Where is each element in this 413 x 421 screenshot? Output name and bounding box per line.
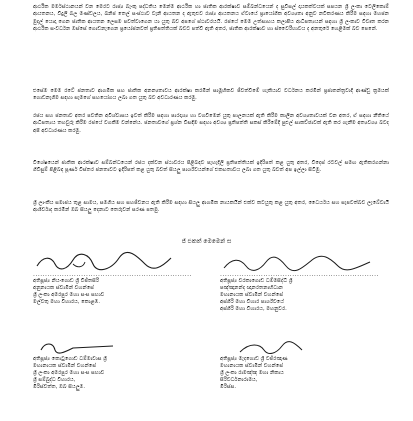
signature-block-1 xyxy=(33,250,203,306)
signature-block-2 xyxy=(220,250,390,313)
signature-2-line-4: අස්ගිරි මහා විහාර පාර්ශ්වයේ xyxy=(220,298,284,305)
signature-3-line-3: ශ්‍රී ලංකා අමරපුර මහා සංඝ සභාව xyxy=(33,369,105,376)
signature-3-line-1: අතිපූජ්‍ය කොටුගොඩ ධම්මාවාස ශ්‍රී xyxy=(33,356,107,362)
signature-1-line-1: අතිපූජ්‍ය නියංගොඩ ශ්‍රී විජිතසිරි xyxy=(33,278,100,284)
handwritten-signature-2 xyxy=(220,250,390,272)
body-paragraph-4: විශේෂයෙන් ජාතික ආරක්ෂාව සම්බන්ධයෙන් රජය දක්වන ස්ථාවරය පිළිබඳව පැහැදිලි ප්‍රතිපත්තියක් ඉදිරිපත් කළ යුතු අතර, විදෙස් රටවල් සමඟ ඇතිකරගන්නා ගිවිසුම් පිළිබඳ පූර්ණ විස්තර ජනතාවට ඉදිරිපත් කළ යුතු බවත් සියලු පාර්ශ්වයන්ගේ එකඟතාවය ලබා ගත යුතු බවත් අප ඉල්ලා සිටිමු. xyxy=(33,160,389,174)
handwritten-signature-3 xyxy=(33,340,203,356)
signature-block-3 xyxy=(33,340,203,391)
handwritten-signature-1 xyxy=(33,250,203,272)
signature-2-line-2: පඤ්ඤානන්ද ඥානරතනාභිධාන xyxy=(220,284,284,291)
signature-1-line-3: ශ්‍රී ලංකා අමරපුර මහා සංඝ සභාව xyxy=(33,291,105,298)
signature-4-line-5: මිරිස්ස. xyxy=(220,383,236,390)
signature-2-line-5: අස්ගිරි මහා විහාරය, මහනුවර. xyxy=(220,305,287,312)
signature-4-line-4: සිරිවර්ධනාරාමය, xyxy=(220,376,258,383)
signature-3-line-4: ශ්‍රී සම්බුද්ධ විහාරය, xyxy=(33,376,76,383)
handwritten-signature-4 xyxy=(220,340,390,356)
signature-2-line-1: අතිපූජ්‍ය වරකාගොඩ ධම්මසිද්ධි ශ්‍රී xyxy=(220,278,293,284)
signature-dotted-line-1: .................................................................. xyxy=(33,272,192,278)
body-paragraph-1: ආර්ථික මර්මස්ථානයන් වන මෙරට රාජ්‍ය බැංකු පද්ධතිය මෙන්ම ආර්ථික හා ජාතික ආරක්ෂාව සම්බන්ධයෙන් ද සුවිසල් දායකත්වයක් සපයන ශ්‍රී ලංකා ටෙලිකොම් ආයතනය, විදුලි බල මණ්ඩලය, ඛනිජ තෙල් සංස්ථාව වැනි ආයතන ද ඇතුළුව රාජ්‍ය ආයතනය ඒවායේ ප්‍රායෝගික අවශ්‍යතා අනුව නවීකරණය කිරීම සඳහා මහජන මුදල් යොදා ගෙන ජාතික ආයතන ලෙසම පවත්වාගෙන යා යුතු බව අපගේ ස්ථාවරයයි. රජයේ මෙම උත්සාහය කලාපීය ආධිපත්‍යයන් සඳහා ශ්‍රී ලංකාව විවෘත කරන ආර්ථික සංවර්ධන ඔස්සේ ගොඩනැගෙන ප්‍රයෝජනවත් ප්‍රතිපත්තියක් බවට පත්වී ඇති අතර, ජාතික ආරක්ෂාව හා ස්වෛරීභාවය ද අනතුරේ හෙළීමක් බව පෙනේ. xyxy=(33,4,389,32)
signature-3-line-5: මිරිස්වත්ත, ඔබ සියලුම. xyxy=(33,383,86,390)
signature-4-line-3: ශ්‍රී ලංකා රාමඤ්ඤ මහා නිකාය xyxy=(220,369,284,376)
signature-1-line-4: මල්වතු මහා විහාරය, කොළඹ. xyxy=(33,298,101,305)
signature-4-line-2: මහානායක ස්වාමීන් වහන්සේ xyxy=(220,362,284,369)
body-paragraph-5: ශ්‍රී ලාංකීය සමාජය තුළ සාමය, සමගිය සහ සහජීවනය ඇති කිරීම සඳහා සියලු ආගමික නායකයින් එක්ව කටයුතු කළ යුතු අතර, ධෛර්යය සහ සැපවත්බව ලැබේවායි ආශීර්වාද කරමින් ඔබ සියලු දෙනාට තෙරුවන් සරණ පතමු. xyxy=(33,200,389,214)
signature-block-4 xyxy=(220,340,390,391)
signature-dotted-line-2: .................................................................. xyxy=(220,272,379,278)
signature-3-line-2: මහානායක ස්වාමීන් වහන්සේ xyxy=(33,362,97,369)
closing-line: ජ් එකත් මෙමෙන් ස xyxy=(181,238,232,245)
body-paragraph-2: එසේම මෙම රටේ ජනතාව ආගමික සහ ජාතික අනන්‍යතාවය ආරක්ෂා කරමින් සාමූහිකව ජීවත්වීමේ හැකියාව වර්ධනය කරමින් ප්‍රජාතන්ත්‍රවාදී ආණ්ඩු ක්‍රමයක් ගොඩනැගීම සඳහා සැමගේ සහයෝගය ලබා ගත යුතු බව අවධාරණය කරමු. xyxy=(33,88,389,102)
body-paragraph-3: රජය සහ ජනතාව අතර පවතින අවිශ්වාසය ඉවත් කිරීම සඳහා පාරදෘශ්‍ය හා වගවීමෙන් යුතු පාලනයක් ඇති කිරීම කාලීන අවශ්‍යතාවයක් වන අතර, ඒ සඳහා නීතියේ ආධිපත්‍යය තහවුරු කිරීම රජයේ වගකීම වන්නේය. ජනතාවගේ ප්‍රශ්න විසඳීම සඳහා අවශ්‍ය ප්‍රතිපත්ති සකස් කිරීමේදී පුළුල් සාකච්ඡාවක් ඇති කර ගැනීම අත්‍යවශ්‍ය බවද අපි අවධාරණය කරමු. xyxy=(33,113,389,134)
signature-2-line-3: මහානායක ස්වාමීන් වහන්සේ xyxy=(220,291,284,298)
signature-1-line-2: අනුනායක ස්වාමීන් වහන්සේ xyxy=(33,284,94,291)
signature-4-line-1: අතිපූජ්‍ය මැදගොඩ ශ්‍රී වජිරඤාණ xyxy=(220,356,288,362)
